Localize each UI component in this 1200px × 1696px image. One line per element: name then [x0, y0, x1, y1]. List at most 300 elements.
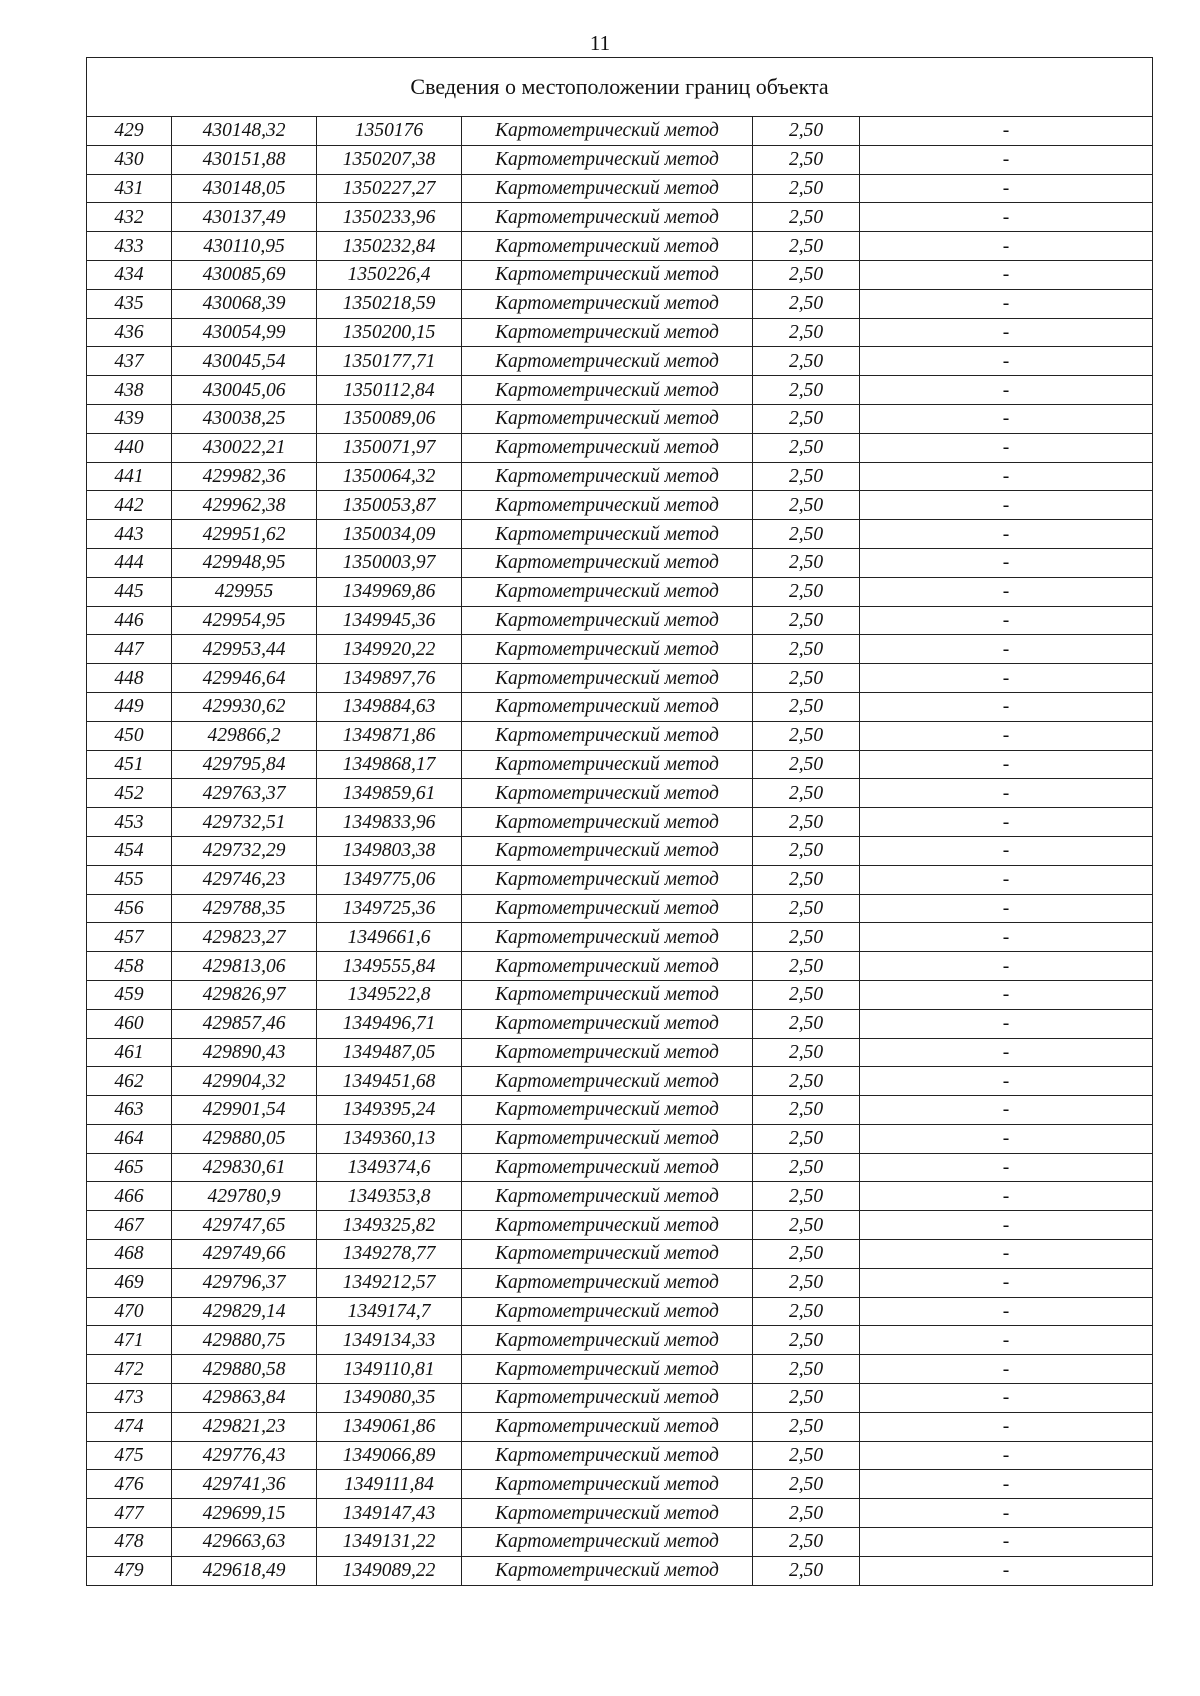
y-coordinate-cell: 1349131,22 — [317, 1528, 462, 1557]
x-coordinate-cell: 429813,06 — [172, 952, 317, 981]
point-number-cell: 475 — [87, 1441, 172, 1470]
table-row — [87, 1268, 1153, 1297]
description-cell: - — [860, 1240, 1153, 1269]
point-number-cell: 439 — [87, 404, 172, 433]
table-title: Сведения о местоположении границ объекта — [87, 58, 1153, 117]
x-coordinate-cell: 429796,37 — [172, 1268, 317, 1297]
y-coordinate-cell: 1349080,35 — [317, 1384, 462, 1413]
method-cell: Картометрический метод — [462, 1240, 753, 1269]
description-cell: - — [860, 1384, 1153, 1413]
description-cell: - — [860, 203, 1153, 232]
point-number-cell: 470 — [87, 1297, 172, 1326]
table-row — [87, 1528, 1153, 1557]
table-row — [87, 808, 1153, 837]
accuracy-cell: 2,50 — [753, 462, 860, 491]
point-number-cell: 453 — [87, 808, 172, 837]
description-cell: - — [860, 577, 1153, 606]
x-coordinate-cell: 429857,46 — [172, 1009, 317, 1038]
table-row — [87, 491, 1153, 520]
table-row — [87, 606, 1153, 635]
table-row — [87, 174, 1153, 203]
point-number-cell: 463 — [87, 1096, 172, 1125]
y-coordinate-cell: 1350218,59 — [317, 289, 462, 318]
accuracy-cell: 2,50 — [753, 1326, 860, 1355]
point-number-cell: 435 — [87, 289, 172, 318]
accuracy-cell: 2,50 — [753, 1412, 860, 1441]
description-cell: - — [860, 347, 1153, 376]
method-cell: Картометрический метод — [462, 779, 753, 808]
y-coordinate-cell: 1350207,38 — [317, 145, 462, 174]
y-coordinate-cell: 1349555,84 — [317, 952, 462, 981]
accuracy-cell: 2,50 — [753, 1470, 860, 1499]
x-coordinate-cell: 429930,62 — [172, 692, 317, 721]
x-coordinate-cell: 429829,14 — [172, 1297, 317, 1326]
table-row — [87, 462, 1153, 491]
method-cell: Картометрический метод — [462, 1124, 753, 1153]
y-coordinate-cell: 1350064,32 — [317, 462, 462, 491]
point-number-cell: 433 — [87, 232, 172, 261]
y-coordinate-cell: 1350233,96 — [317, 203, 462, 232]
table-row — [87, 836, 1153, 865]
point-number-cell: 438 — [87, 376, 172, 405]
x-coordinate-cell: 430045,06 — [172, 376, 317, 405]
y-coordinate-cell: 1349212,57 — [317, 1268, 462, 1297]
table-row — [87, 1326, 1153, 1355]
table-row — [87, 260, 1153, 289]
description-cell: - — [860, 664, 1153, 693]
y-coordinate-cell: 1349871,86 — [317, 721, 462, 750]
accuracy-cell: 2,50 — [753, 952, 860, 981]
table-row — [87, 635, 1153, 664]
x-coordinate-cell: 430022,21 — [172, 433, 317, 462]
description-cell: - — [860, 1470, 1153, 1499]
table-row — [87, 1441, 1153, 1470]
point-number-cell: 431 — [87, 174, 172, 203]
y-coordinate-cell: 1349134,33 — [317, 1326, 462, 1355]
y-coordinate-cell: 1349897,76 — [317, 664, 462, 693]
description-cell: - — [860, 750, 1153, 779]
method-cell: Картометрический метод — [462, 232, 753, 261]
method-cell: Картометрический метод — [462, 520, 753, 549]
method-cell: Картометрический метод — [462, 1441, 753, 1470]
accuracy-cell: 2,50 — [753, 1153, 860, 1182]
description-cell: - — [860, 779, 1153, 808]
accuracy-cell: 2,50 — [753, 1268, 860, 1297]
y-coordinate-cell: 1349360,13 — [317, 1124, 462, 1153]
y-coordinate-cell: 1349278,77 — [317, 1240, 462, 1269]
point-number-cell: 457 — [87, 923, 172, 952]
description-cell: - — [860, 692, 1153, 721]
table-row — [87, 1096, 1153, 1125]
accuracy-cell: 2,50 — [753, 980, 860, 1009]
table-row — [87, 289, 1153, 318]
method-cell: Картометрический метод — [462, 865, 753, 894]
x-coordinate-cell: 429982,36 — [172, 462, 317, 491]
method-cell: Картометрический метод — [462, 750, 753, 779]
y-coordinate-cell: 1350227,27 — [317, 174, 462, 203]
accuracy-cell: 2,50 — [753, 1096, 860, 1125]
description-cell: - — [860, 1096, 1153, 1125]
point-number-cell: 446 — [87, 606, 172, 635]
table-row — [87, 865, 1153, 894]
x-coordinate-cell: 429953,44 — [172, 635, 317, 664]
point-number-cell: 437 — [87, 347, 172, 376]
y-coordinate-cell: 1350053,87 — [317, 491, 462, 520]
table-row — [87, 923, 1153, 952]
method-cell: Картометрический метод — [462, 836, 753, 865]
x-coordinate-cell: 429901,54 — [172, 1096, 317, 1125]
table-row — [87, 1240, 1153, 1269]
point-number-cell: 471 — [87, 1326, 172, 1355]
description-cell: - — [860, 174, 1153, 203]
description-cell: - — [860, 145, 1153, 174]
y-coordinate-cell: 1349859,61 — [317, 779, 462, 808]
y-coordinate-cell: 1350071,97 — [317, 433, 462, 462]
accuracy-cell: 2,50 — [753, 174, 860, 203]
method-cell: Картометрический метод — [462, 577, 753, 606]
accuracy-cell: 2,50 — [753, 376, 860, 405]
description-cell: - — [860, 1182, 1153, 1211]
accuracy-cell: 2,50 — [753, 894, 860, 923]
point-number-cell: 478 — [87, 1528, 172, 1557]
description-cell: - — [860, 923, 1153, 952]
table-row — [87, 1182, 1153, 1211]
point-number-cell: 461 — [87, 1038, 172, 1067]
description-cell: - — [860, 980, 1153, 1009]
method-cell: Картометрический метод — [462, 1412, 753, 1441]
description-cell: - — [860, 433, 1153, 462]
point-number-cell: 432 — [87, 203, 172, 232]
point-number-cell: 465 — [87, 1153, 172, 1182]
y-coordinate-cell: 1349884,63 — [317, 692, 462, 721]
x-coordinate-cell: 429880,05 — [172, 1124, 317, 1153]
point-number-cell: 434 — [87, 260, 172, 289]
accuracy-cell: 2,50 — [753, 750, 860, 779]
table-row — [87, 692, 1153, 721]
x-coordinate-cell: 429904,32 — [172, 1067, 317, 1096]
accuracy-cell: 2,50 — [753, 548, 860, 577]
x-coordinate-cell: 430054,99 — [172, 318, 317, 347]
accuracy-cell: 2,50 — [753, 520, 860, 549]
method-cell: Картометрический метод — [462, 894, 753, 923]
accuracy-cell: 2,50 — [753, 491, 860, 520]
method-cell: Картометрический метод — [462, 692, 753, 721]
description-cell: - — [860, 491, 1153, 520]
accuracy-cell: 2,50 — [753, 203, 860, 232]
accuracy-cell: 2,50 — [753, 232, 860, 261]
description-cell: - — [860, 1326, 1153, 1355]
x-coordinate-cell: 429962,38 — [172, 491, 317, 520]
table-row — [87, 404, 1153, 433]
y-coordinate-cell: 1349868,17 — [317, 750, 462, 779]
point-number-cell: 447 — [87, 635, 172, 664]
description-cell: - — [860, 232, 1153, 261]
method-cell: Картометрический метод — [462, 404, 753, 433]
method-cell: Картометрический метод — [462, 808, 753, 837]
point-number-cell: 454 — [87, 836, 172, 865]
description-cell: - — [860, 548, 1153, 577]
x-coordinate-cell: 429866,2 — [172, 721, 317, 750]
description-cell: - — [860, 1268, 1153, 1297]
point-number-cell: 452 — [87, 779, 172, 808]
x-coordinate-cell: 430068,39 — [172, 289, 317, 318]
accuracy-cell: 2,50 — [753, 318, 860, 347]
x-coordinate-cell: 430148,05 — [172, 174, 317, 203]
method-cell: Картометрический метод — [462, 260, 753, 289]
x-coordinate-cell: 429763,37 — [172, 779, 317, 808]
y-coordinate-cell: 1349066,89 — [317, 1441, 462, 1470]
table-row — [87, 376, 1153, 405]
point-number-cell: 448 — [87, 664, 172, 693]
y-coordinate-cell: 1350232,84 — [317, 232, 462, 261]
point-number-cell: 468 — [87, 1240, 172, 1269]
point-number-cell: 449 — [87, 692, 172, 721]
table-row — [87, 117, 1153, 146]
accuracy-cell: 2,50 — [753, 606, 860, 635]
y-coordinate-cell: 1349920,22 — [317, 635, 462, 664]
accuracy-cell: 2,50 — [753, 1384, 860, 1413]
method-cell: Картометрический метод — [462, 289, 753, 318]
x-coordinate-cell: 429946,64 — [172, 664, 317, 693]
accuracy-cell: 2,50 — [753, 404, 860, 433]
accuracy-cell: 2,50 — [753, 664, 860, 693]
description-cell: - — [860, 1009, 1153, 1038]
point-number-cell: 462 — [87, 1067, 172, 1096]
y-coordinate-cell: 1350112,84 — [317, 376, 462, 405]
x-coordinate-cell: 429795,84 — [172, 750, 317, 779]
method-cell: Картометрический метод — [462, 635, 753, 664]
point-number-cell: 429 — [87, 117, 172, 146]
x-coordinate-cell: 429618,49 — [172, 1556, 317, 1585]
y-coordinate-cell: 1349325,82 — [317, 1211, 462, 1240]
table-row — [87, 1211, 1153, 1240]
x-coordinate-cell: 429780,9 — [172, 1182, 317, 1211]
x-coordinate-cell: 429954,95 — [172, 606, 317, 635]
table-row — [87, 548, 1153, 577]
method-cell: Картометрический метод — [462, 376, 753, 405]
y-coordinate-cell: 1349395,24 — [317, 1096, 462, 1125]
point-number-cell: 464 — [87, 1124, 172, 1153]
accuracy-cell: 2,50 — [753, 433, 860, 462]
accuracy-cell: 2,50 — [753, 1211, 860, 1240]
description-cell: - — [860, 1355, 1153, 1384]
method-cell: Картометрический метод — [462, 462, 753, 491]
accuracy-cell: 2,50 — [753, 1499, 860, 1528]
y-coordinate-cell: 1349833,96 — [317, 808, 462, 837]
y-coordinate-cell: 1350034,09 — [317, 520, 462, 549]
description-cell: - — [860, 1499, 1153, 1528]
y-coordinate-cell: 1349661,6 — [317, 923, 462, 952]
table-row — [87, 232, 1153, 261]
boundary-table — [86, 57, 1153, 1586]
description-cell: - — [860, 1211, 1153, 1240]
description-cell: - — [860, 635, 1153, 664]
method-cell: Картометрический метод — [462, 1153, 753, 1182]
table-row — [87, 203, 1153, 232]
description-cell: - — [860, 808, 1153, 837]
method-cell: Картометрический метод — [462, 1355, 753, 1384]
y-coordinate-cell: 1349147,43 — [317, 1499, 462, 1528]
point-number-cell: 444 — [87, 548, 172, 577]
accuracy-cell: 2,50 — [753, 1556, 860, 1585]
description-cell: - — [860, 721, 1153, 750]
accuracy-cell: 2,50 — [753, 836, 860, 865]
description-cell: - — [860, 836, 1153, 865]
method-cell: Картометрический метод — [462, 1067, 753, 1096]
description-cell: - — [860, 1153, 1153, 1182]
y-coordinate-cell: 1349969,86 — [317, 577, 462, 606]
x-coordinate-cell: 430045,54 — [172, 347, 317, 376]
point-number-cell: 436 — [87, 318, 172, 347]
accuracy-cell: 2,50 — [753, 347, 860, 376]
table-row — [87, 347, 1153, 376]
x-coordinate-cell: 429699,15 — [172, 1499, 317, 1528]
description-cell: - — [860, 1038, 1153, 1067]
x-coordinate-cell: 429788,35 — [172, 894, 317, 923]
table-row — [87, 1499, 1153, 1528]
point-number-cell: 440 — [87, 433, 172, 462]
method-cell: Картометрический метод — [462, 1384, 753, 1413]
description-cell: - — [860, 376, 1153, 405]
method-cell: Картометрический метод — [462, 1499, 753, 1528]
point-number-cell: 477 — [87, 1499, 172, 1528]
x-coordinate-cell: 429826,97 — [172, 980, 317, 1009]
method-cell: Картометрический метод — [462, 1326, 753, 1355]
method-cell: Картометрический метод — [462, 664, 753, 693]
point-number-cell: 476 — [87, 1470, 172, 1499]
description-cell: - — [860, 1556, 1153, 1585]
description-cell: - — [860, 260, 1153, 289]
y-coordinate-cell: 1349061,86 — [317, 1412, 462, 1441]
point-number-cell: 466 — [87, 1182, 172, 1211]
description-cell: - — [860, 1412, 1153, 1441]
point-number-cell: 441 — [87, 462, 172, 491]
accuracy-cell: 2,50 — [753, 1009, 860, 1038]
x-coordinate-cell: 430110,95 — [172, 232, 317, 261]
method-cell: Картометрический метод — [462, 1470, 753, 1499]
method-cell: Картометрический метод — [462, 1297, 753, 1326]
description-cell: - — [860, 404, 1153, 433]
x-coordinate-cell: 430148,32 — [172, 117, 317, 146]
y-coordinate-cell: 1349174,7 — [317, 1297, 462, 1326]
method-cell: Картометрический метод — [462, 1096, 753, 1125]
y-coordinate-cell: 1350226,4 — [317, 260, 462, 289]
description-cell: - — [860, 289, 1153, 318]
table-row — [87, 577, 1153, 606]
description-cell: - — [860, 1441, 1153, 1470]
y-coordinate-cell: 1349803,38 — [317, 836, 462, 865]
accuracy-cell: 2,50 — [753, 1355, 860, 1384]
point-number-cell: 442 — [87, 491, 172, 520]
description-cell: - — [860, 318, 1153, 347]
table-title-row — [87, 58, 1153, 117]
y-coordinate-cell: 1349496,71 — [317, 1009, 462, 1038]
point-number-cell: 450 — [87, 721, 172, 750]
x-coordinate-cell: 430137,49 — [172, 203, 317, 232]
method-cell: Картометрический метод — [462, 952, 753, 981]
y-coordinate-cell: 1349089,22 — [317, 1556, 462, 1585]
x-coordinate-cell: 429951,62 — [172, 520, 317, 549]
x-coordinate-cell: 430038,25 — [172, 404, 317, 433]
table-row — [87, 1067, 1153, 1096]
y-coordinate-cell: 1350003,97 — [317, 548, 462, 577]
y-coordinate-cell: 1349775,06 — [317, 865, 462, 894]
point-number-cell: 473 — [87, 1384, 172, 1413]
table-body — [87, 117, 1153, 1586]
table-row — [87, 1556, 1153, 1585]
table-row — [87, 980, 1153, 1009]
point-number-cell: 443 — [87, 520, 172, 549]
method-cell: Картометрический метод — [462, 433, 753, 462]
description-cell: - — [860, 1297, 1153, 1326]
x-coordinate-cell: 429821,23 — [172, 1412, 317, 1441]
x-coordinate-cell: 430085,69 — [172, 260, 317, 289]
method-cell: Картометрический метод — [462, 203, 753, 232]
point-number-cell: 456 — [87, 894, 172, 923]
point-number-cell: 472 — [87, 1355, 172, 1384]
y-coordinate-cell: 1349110,81 — [317, 1355, 462, 1384]
x-coordinate-cell: 429880,58 — [172, 1355, 317, 1384]
method-cell: Картометрический метод — [462, 1182, 753, 1211]
table-row — [87, 1124, 1153, 1153]
y-coordinate-cell: 1349725,36 — [317, 894, 462, 923]
y-coordinate-cell: 1350176 — [317, 117, 462, 146]
table-row — [87, 664, 1153, 693]
x-coordinate-cell: 429732,51 — [172, 808, 317, 837]
table-row — [87, 1355, 1153, 1384]
accuracy-cell: 2,50 — [753, 1441, 860, 1470]
table-row — [87, 1038, 1153, 1067]
x-coordinate-cell: 429749,66 — [172, 1240, 317, 1269]
description-cell: - — [860, 117, 1153, 146]
method-cell: Картометрический метод — [462, 1038, 753, 1067]
table-row — [87, 779, 1153, 808]
point-number-cell: 458 — [87, 952, 172, 981]
accuracy-cell: 2,50 — [753, 923, 860, 952]
accuracy-cell: 2,50 — [753, 1240, 860, 1269]
method-cell: Картометрический метод — [462, 174, 753, 203]
accuracy-cell: 2,50 — [753, 808, 860, 837]
x-coordinate-cell: 429741,36 — [172, 1470, 317, 1499]
table-row — [87, 1412, 1153, 1441]
table-row — [87, 1384, 1153, 1413]
table-row — [87, 433, 1153, 462]
x-coordinate-cell: 429863,84 — [172, 1384, 317, 1413]
y-coordinate-cell: 1349451,68 — [317, 1067, 462, 1096]
table-row — [87, 721, 1153, 750]
point-number-cell: 460 — [87, 1009, 172, 1038]
x-coordinate-cell: 429948,95 — [172, 548, 317, 577]
description-cell: - — [860, 520, 1153, 549]
accuracy-cell: 2,50 — [753, 1067, 860, 1096]
accuracy-cell: 2,50 — [753, 260, 860, 289]
x-coordinate-cell: 429746,23 — [172, 865, 317, 894]
description-cell: - — [860, 1528, 1153, 1557]
y-coordinate-cell: 1349111,84 — [317, 1470, 462, 1499]
accuracy-cell: 2,50 — [753, 721, 860, 750]
description-cell: - — [860, 1067, 1153, 1096]
point-number-cell: 430 — [87, 145, 172, 174]
accuracy-cell: 2,50 — [753, 577, 860, 606]
x-coordinate-cell: 429732,29 — [172, 836, 317, 865]
accuracy-cell: 2,50 — [753, 865, 860, 894]
method-cell: Картометрический метод — [462, 1009, 753, 1038]
accuracy-cell: 2,50 — [753, 117, 860, 146]
accuracy-cell: 2,50 — [753, 1038, 860, 1067]
accuracy-cell: 2,50 — [753, 635, 860, 664]
method-cell: Картометрический метод — [462, 606, 753, 635]
point-number-cell: 469 — [87, 1268, 172, 1297]
